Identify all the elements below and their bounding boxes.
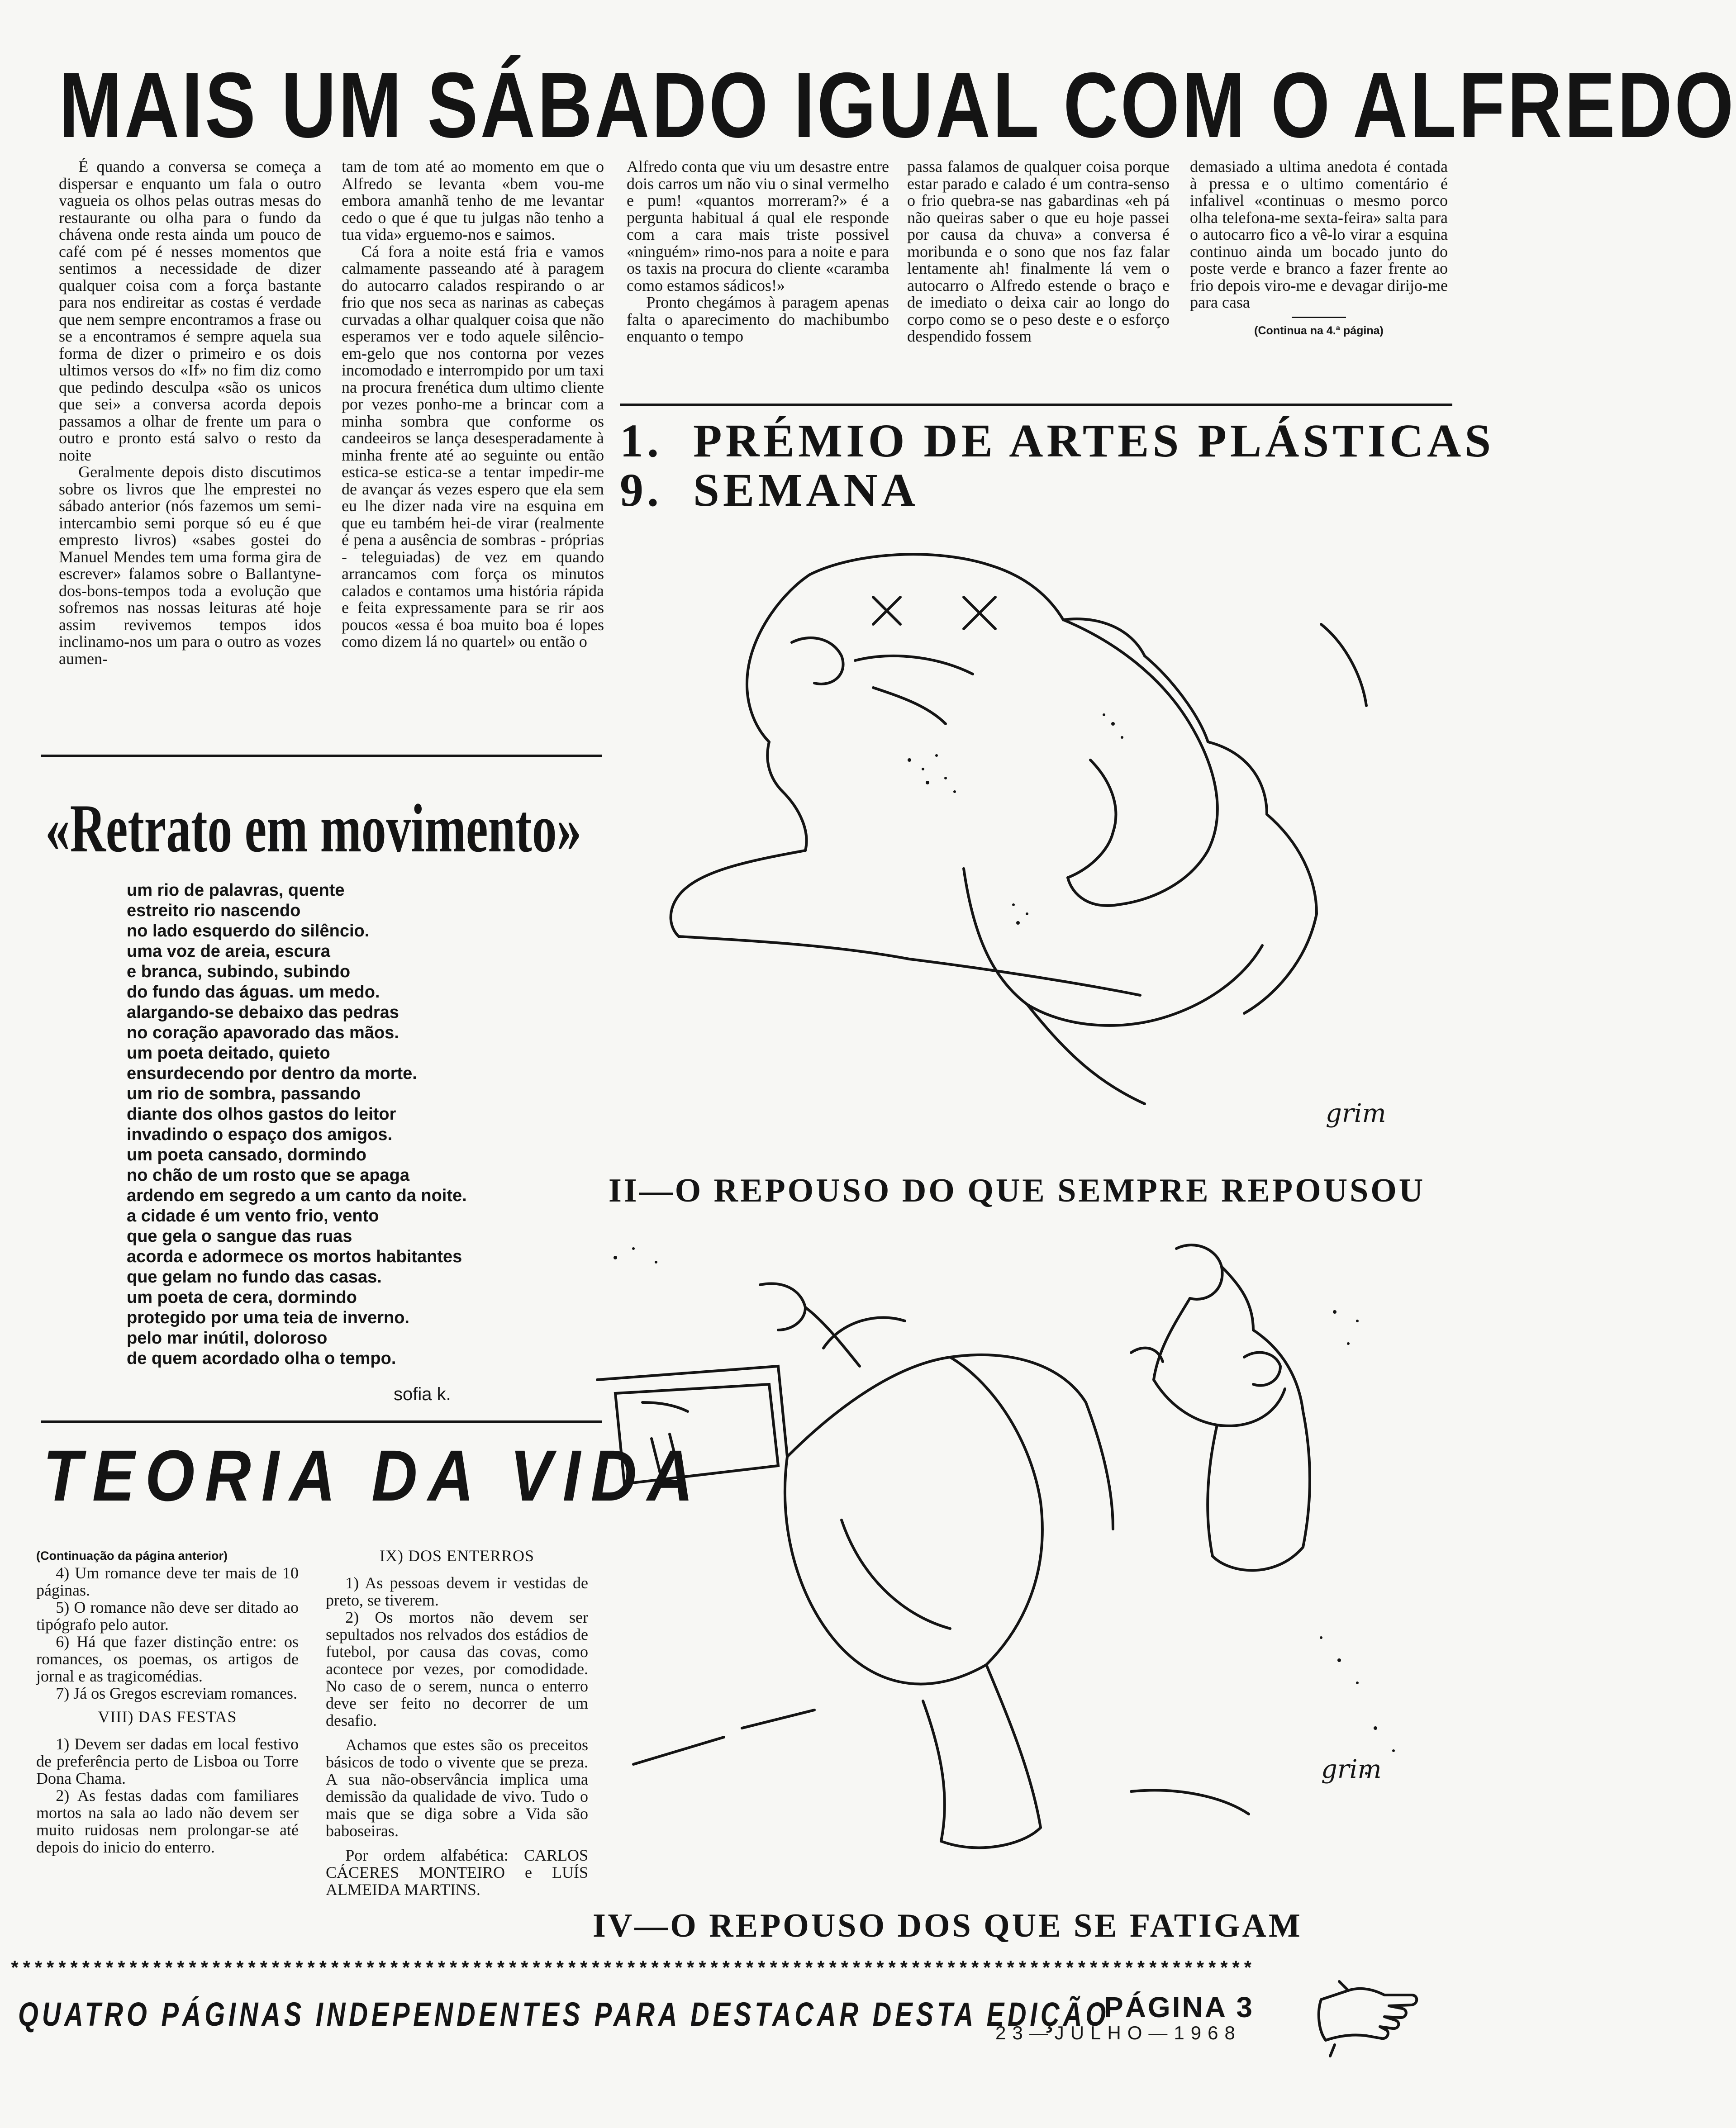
poem-author: sofia k.	[394, 1384, 451, 1404]
teoria-item: Achamos que estes são os preceitos básicos de todo o vivente que se preza. A sua não-observância implica uma demissão da qualidade de vivo. Tudo o mais que se diga sobre a Vida são baboseiras.	[326, 1736, 588, 1840]
alfredo-column-3	[627, 158, 889, 357]
teoria-item: 7) Já os Gregos escreviam romances.	[56, 1684, 297, 1702]
caption-ii: II—O REPOUSO DO QUE SEMPRE REPOUSOU	[609, 1172, 1426, 1209]
footer-tagline: QUATRO PÁGINAS INDEPENDENTES PARA DESTACAR DESTA EDIÇÃO	[18, 1995, 1109, 2033]
illustration-tired-men	[588, 1230, 1448, 1891]
poem-line: diante dos olhos gastos do leitor	[127, 1105, 396, 1124]
poem-line: protegido por uma teia de inverno.	[127, 1308, 409, 1327]
poem-line: ardendo em segredo a um canto da noite.	[127, 1186, 467, 1205]
poem-line: no lado esquerdo do silêncio.	[127, 922, 370, 940]
divider	[620, 404, 1452, 406]
teoria-note: (Continuação da página anterior)	[36, 1549, 228, 1563]
paragraph: Pronto chegámos à paragem apenas falta o aparecimento do machibumbo enquanto o tempo	[627, 293, 889, 345]
poem-line: e branca, subindo, subindo	[127, 962, 351, 981]
poem-line: que gelam no fundo das casas.	[127, 1268, 382, 1287]
alfredo-column-4	[907, 158, 1170, 357]
illustration-sleeping-man	[620, 525, 1452, 1167]
paragraph: Geralmente depois disto discutimos sobre os livros que lhe emprestei no sábado anterior (nós fazemos um semi-intercambio semi porque só eu é que empresto livros) «sabes gostei do Manuel Mendes tem uma forma gira de escrever» falamos sobre o Ballantyne-dos-bons-tempos toda a evolução que sofremos nas nossas leituras até hoje assim revivemos tempos idos inclinamo-nos um para o outro as vozes aumen-	[59, 463, 321, 668]
alfredo-column-2	[342, 158, 604, 746]
poem-text	[127, 880, 534, 1369]
teoria-item: 1) Devem ser dadas em local festivo de preferência perto de Lisboa ou Torre Dona Chama.	[36, 1735, 299, 1787]
festas-heading: VIII) DAS FESTAS	[98, 1708, 237, 1726]
poem-line: de quem acordado olha o tempo.	[127, 1349, 396, 1368]
headline: MAIS UM SÁBADO IGUAL COM O ALFREDO	[59, 53, 1736, 157]
poem-line: do fundo das águas. um medo.	[127, 983, 380, 1002]
teoria-item: 6) Há que fazer distinção entre: os romances, os poemas, os artigos de jornal e as tragicomédias.	[36, 1633, 299, 1685]
star-divider: *********************************************************************************************************	[9, 1959, 1254, 1981]
poem-line: um poeta deitado, quieto	[127, 1044, 330, 1063]
poem-line: estreito rio nascendo	[127, 901, 301, 920]
premio-line-2: 9. SEMANA	[620, 464, 919, 517]
paragraph: demasiado a ultima anedota é contada à pressa e o ultimo comentário é infalivel «continuas o mesmo porco olha telefona-me sexta-feira» salta para o autocarro fico a vê-lo virar a esquina continuo ainda um bocado junto do poste verde e branco a fazer frente ao frio depois viro-me e devagar dirijo-me para casa	[1190, 157, 1448, 311]
poem-title: «Retrato em movimento»	[45, 790, 582, 866]
poem-line: um poeta cansado, dormindo	[127, 1145, 366, 1164]
poem-line: ensurdecendo por dentro da morte.	[127, 1064, 417, 1083]
teoria-item: Por ordem alfabética: CARLOS CÁCERES MONTEIRO e LUÍS ALMEIDA MARTINS.	[326, 1846, 588, 1899]
premio-heading	[620, 415, 1495, 517]
signature-grim-1: grim	[1326, 1099, 1386, 1128]
teoria-column-left	[36, 1547, 299, 1856]
paragraph: É quando a conversa se começa a dispersar e enquanto um fala o outro vagueia os olhos pelas outras mesas do restaurante ou olha para o fundo da chávena onde resta ainda um pouco de café com pé é nesses momentos que sentimos a necessidade de dizer qualquer coisa com a força bastante para nos endireitar as costas é verdade que nem sempre encontramos a frase ou se a encontramos é sempre aquela sua forma de dizer o primeiro e os dois ultimos versos do «If» no fim diz como que pedindo desculpa «são os unicos que sei» a conversa acorda depois passamos a olhar de frente um para o outro e pronto está salvo o resto da noite	[59, 157, 321, 464]
paragraph: Alfredo conta que viu um desastre entre dois carros um não viu o sinal vermelho e pum! «quantos morreram?» é a pergunta habitual á qual ele responde com a cara mais triste possivel «ninguém» rimo-nos para a noite e para os taxis na procura do cliente «caramba como estamos sádicos!»	[627, 157, 889, 294]
teoria-item: 5) O romance não deve ser ditado ao tipógrafo pelo autor.	[36, 1598, 299, 1634]
teoria-item: 4) Um romance deve ter mais de 10 páginas.	[36, 1564, 299, 1599]
teoria-item: 1) As pessoas devem ir vestidas de preto, se tiverem.	[326, 1574, 588, 1609]
paragraph: Cá fora a noite está fria e vamos calmamente passeando até à paragem do autocarro calados respirando o ar frio que nos seca as narinas as cabeças curvadas a olhar qualquer coisa que não esperamos ver e todo aquele silêncio-em-gelo que nos contorna por vezes incomodado e interrompido por um taxi na procura frenética dum ultimo cliente por vezes ponho-me a brincar com a minha sombra que conforme os candeeiros se lança desesperadamente à minha frente até ao seguinte ou então estica-se estica-se a tentar impedir-me de avançar ás vezes espero que ela sem eu lhe dizer nada vire na esquina em que eu também hei-de virar (realmente é pena a ausência de sombras - próprias - teleguiadas) de vez em quando arrancamos com força os minutos calados e contamos uma história rápida e feita expressamente para se rir aos poucos «essa é boa muito boa é lopes como dizem lá no quartel» ou então o	[342, 242, 604, 651]
poem-line: a cidade é um vento frio, vento	[127, 1206, 379, 1226]
alfredo-column-5	[1190, 158, 1448, 357]
poem-line: que gela o sangue das ruas	[127, 1227, 352, 1246]
divider	[41, 755, 602, 757]
divider	[41, 1420, 602, 1423]
poem-line: alargando-se debaixo das pedras	[127, 1003, 399, 1022]
page-number: PÁGINA 3	[1104, 1991, 1254, 2024]
teoria-column-right	[326, 1547, 588, 1898]
poem-line: um rio de palavras, quente	[127, 881, 345, 900]
poem-line: no chão de um rosto que se apaga	[127, 1166, 410, 1185]
poem-line: um rio de sombra, passando	[127, 1084, 361, 1103]
teoria-title: TEORIA DA VIDA	[43, 1435, 704, 1516]
poem-line: no coração apavorado das mãos.	[127, 1023, 399, 1042]
caption-iv: IV—O REPOUSO DOS QUE SE FATIGAM	[593, 1907, 1303, 1944]
premio-line-1: 1. PRÉMIO DE ARTES PLÁSTICAS	[620, 415, 1495, 467]
enterros-heading: IX) DOS ENTERROS	[379, 1547, 534, 1565]
pointing-hand-icon	[1312, 1972, 1421, 2063]
poem-line: um poeta de cera, dormindo	[127, 1288, 357, 1307]
teoria-item: 2) As festas dadas com familiares mortos na sala ao lado não devem ser muito ruidosas nem prolongar-se até depois do inicio do enterro.	[36, 1786, 299, 1856]
poem-line: invadindo o espaço dos amigos.	[127, 1125, 392, 1144]
signature-grim-2: grim	[1321, 1755, 1382, 1784]
poem-line: uma voz de areia, escura	[127, 942, 330, 961]
poem-line: pelo mar inútil, doloroso	[127, 1329, 328, 1348]
issue-date: 23—JULHO—1968	[995, 2022, 1241, 2043]
divider	[1292, 317, 1346, 318]
teoria-item: 2) Os mortos não devem ser sepultados nos relvados dos estádios de futebol, por causa das covas, como acontece por vezes, por comodidade. No caso de o serem, nunca o enterro deve ser feito no decorrer de um desafio.	[326, 1608, 588, 1729]
poem-line: acorda e adormece os mortos habitantes	[127, 1247, 462, 1266]
alfredo-column-1	[59, 158, 321, 746]
paragraph: tam de tom até ao momento em que o Alfredo se levanta «bem vou-me embora amanhã tenho de me levantar cedo o que é que tu julgas não tenho a tua vida» erguemo-nos e saimos.	[342, 157, 604, 243]
paragraph: passa falamos de qualquer coisa porque estar parado e calado é um contra-senso o frio quebra-se nas gabardinas «eh pá não queiras saber o que eu hoje passei por causa da chuva» a conversa é moribunda e o sono que nos faz falar lentamente ah! finalmente lá vem o autocarro o Alfredo estende o braço e de imediato o deixa cair ao longo do corpo como se o peso deste e o esforço despendido fossem	[907, 157, 1170, 345]
continue-note: (Continua na 4.ª página)	[1254, 324, 1384, 337]
